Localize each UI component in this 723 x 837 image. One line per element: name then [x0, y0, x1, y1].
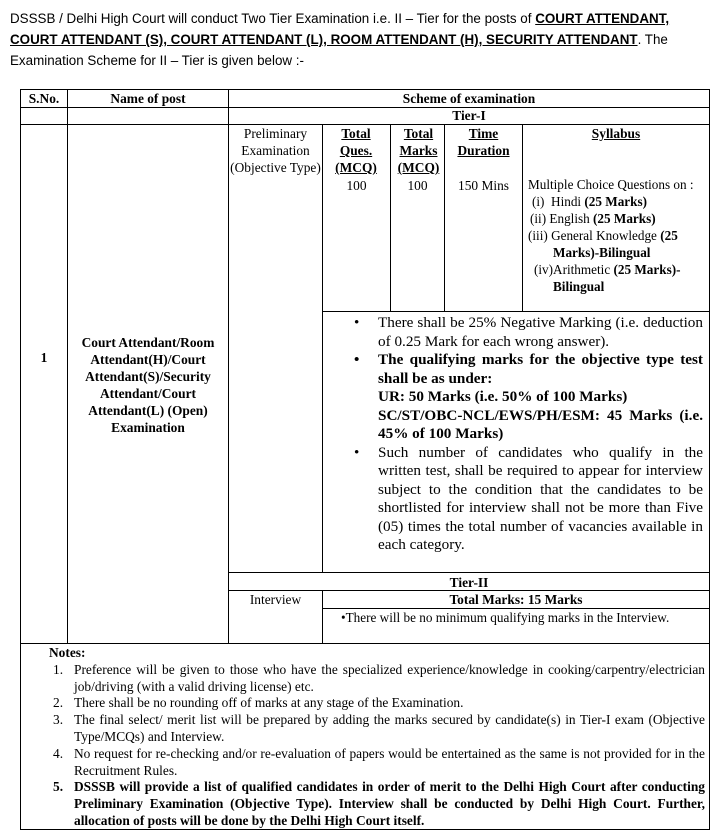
rule-tier2-top [228, 572, 709, 573]
note-item [29, 779, 705, 829]
syllabus-item-num: (i) [532, 194, 545, 209]
interview-total-marks: Total Marks: 15 Marks [449, 592, 583, 607]
note-number: 1. [53, 661, 64, 677]
syllabus-item-text: Arithmetic [553, 262, 614, 277]
note-text: There shall be no rounding off of marks at any stage of the Examination. [74, 695, 464, 711]
notes-title: Notes: [49, 645, 86, 660]
value-ques: 100 [346, 178, 367, 193]
syllabus-item-text: Hindi [551, 194, 585, 209]
exam-scheme-table [20, 89, 710, 830]
header-scheme: Scheme of examination [402, 91, 536, 106]
syllabus-item [528, 227, 706, 261]
syllabus-list [528, 176, 706, 295]
interview-label: Interview [249, 592, 302, 607]
interview-note-text: There will be no minimum qualifying marks in the Interview. [345, 610, 670, 625]
rule-qualifying-marks [351, 351, 703, 444]
note-text: No request for re-checking and/or re-evaluation of papers would be entertained as the same is not provided for in the Recruitment Rules. [74, 745, 705, 778]
tier1-label: Tier-I [452, 108, 486, 123]
rule-sno-right [67, 90, 68, 643]
value-time: 150 Mins [458, 178, 509, 193]
syllabus-item [528, 193, 706, 210]
syllabus-intro: Multiple Choice Questions on : [528, 177, 694, 192]
note-number: 4. [53, 745, 64, 761]
qualifying-reserved: SC/ST/OBC-NCL/EWS/PH/ESM: 45 Marks (i.e. 45% of 100 Marks) [378, 406, 703, 442]
note-item [29, 746, 705, 780]
syllabus-item-num: (iii) [528, 228, 548, 243]
note-item [29, 695, 705, 712]
syllabus-item [528, 261, 706, 295]
rule-shortlisting: • Such number of candidates who qualify in the written test, shall be required to appear for interview subject to the condition that the candidates to be shortlisted for interview shall not be more than Five (05) times the total number of vacancies available in each category. [351, 444, 703, 555]
syllabus-item [528, 210, 706, 227]
col-total-marks: Total Marks (MCQ) [397, 126, 440, 175]
rule-marks-right [444, 124, 445, 311]
rule-interview-marks-bottom [322, 608, 709, 609]
note-number: 3. [53, 712, 64, 728]
note-text: The final select/ merit list will be prepared by adding the marks secured by candidate(s) in Tier-I exam (Objective Type/MCQs) and Interview. [74, 712, 705, 744]
rule-ques-right [390, 124, 391, 311]
syllabus-item-marks: (25 Marks) [593, 211, 656, 226]
notes-section [29, 645, 705, 830]
intro-posts: COURT ATTENDANT, COURT ATTENDANT (S), COURT ATTENDANT (L), ROOM ATTENDANT (H), SECURITY ATTENDANT [10, 11, 670, 47]
note-number: 2. [53, 695, 64, 711]
value-marks: 100 [407, 178, 428, 193]
syllabus-item-marks: (25 Marks) [584, 194, 648, 209]
syllabus-item-text: English [549, 211, 594, 226]
prelim-exam-type: Preliminary Examination (Objective Type) [230, 126, 321, 175]
rule-syllabus-bottom [322, 311, 709, 312]
intro-text-after: . The Examination Scheme for II – Tier is given below :- [10, 32, 668, 68]
rule-negative-marking: • There shall be 25% Negative Marking (i.e. deduction of 0.25 Mark for each wrong answer). [351, 314, 703, 351]
header-post: Name of post [110, 91, 186, 106]
intro-text-before: DSSSB / Delhi High Court will conduct Two Tier Examination i.e. II – Tier for the posts of [10, 11, 536, 26]
col-syllabus: Syllabus [591, 126, 641, 141]
interview-note: •There will be no minimum qualifying marks in the Interview. [341, 610, 670, 625]
syllabus-item-num: (iv) [534, 262, 554, 277]
syllabus-item-text: General Knowledge [551, 228, 661, 243]
intro-paragraph [10, 8, 710, 71]
note-text: Preference will be given to those who have the specialized experience/knowledge in cooking/carpentry/electrician job/driving (with a valid driving license) etc. [74, 661, 705, 694]
syllabus-item-num: (ii) [530, 211, 547, 226]
tier2-label: Tier-II [449, 575, 489, 590]
rule-table-bottom [21, 643, 709, 644]
post-name: Court Attendant/Room Attendant(H)/Court Attendant(S)/Security Attendant/Court Attendant(L) (Open) Examination [81, 335, 215, 435]
note-text: DSSSB will provide a list of qualified candidates in order of merit to the Delhi High Court after conducting Preliminary Examination (Objective Type). Interview shall be conducted by Delhi High Court. Further, allocation of posts will be done by the Delhi High Court itself. [74, 779, 705, 828]
col-time-duration: Time Duration [457, 126, 510, 158]
syllabus-item-marks: (25 Marks)-Bilingual [553, 262, 681, 294]
col-total-ques: Total Ques. (MCQ) [335, 126, 377, 175]
syllabus-item-marks: (25 Marks)-Bilingual [553, 228, 678, 260]
qualifying-ur: UR: 50 Marks (i.e. 50% of 100 Marks) [378, 388, 628, 405]
header-sno: S.No. [28, 91, 60, 106]
note-item [29, 712, 705, 746]
qualifying-title: • The qualifying marks for the objective type test shall be as under: [378, 351, 703, 387]
row-sno: 1 [40, 350, 48, 365]
exam-rules [351, 314, 703, 555]
rule-time-right [522, 124, 523, 311]
note-number: 5. [53, 779, 64, 795]
note-item [29, 662, 705, 696]
